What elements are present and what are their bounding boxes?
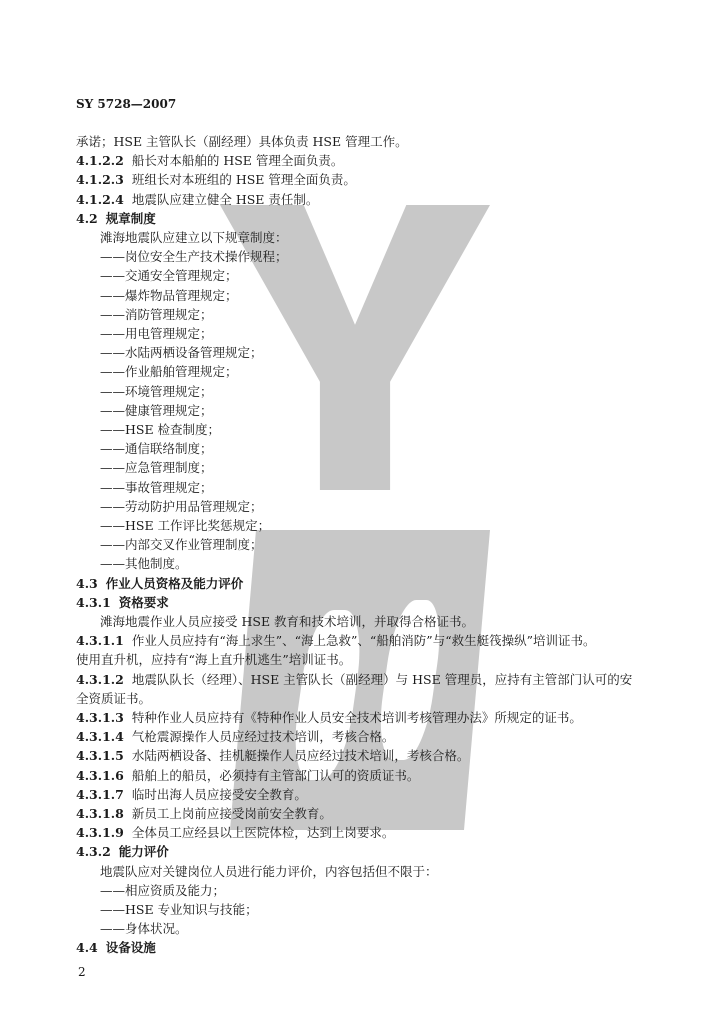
clause-text: 地震队应建立健全 HSE 责任制。 — [131, 191, 319, 207]
clause-text: 特种作业人员应持有《特种作业人员安全技术培训考核管理办法》所规定的证书。 — [131, 710, 582, 725]
text-line — [100, 498, 263, 516]
clause-text: ——水陆两栖设备管理规定； — [100, 345, 263, 361]
clause-number: 4.3.1.6 — [76, 767, 124, 783]
clause-text: ——其他制度。 — [100, 556, 188, 572]
clause-text: 地震队队长（经理）、HSE 主管队长（副经理）与 HSE 管理员，应持有主管部门认可的安 — [131, 671, 633, 687]
text-line — [100, 863, 438, 881]
text-line — [100, 517, 270, 535]
clause-text: 资格要求 — [118, 594, 169, 610]
clause-text: 船舶上的船员，必须持有主管部门认可的资质证书。 — [131, 767, 420, 783]
clause-text: ——消防管理规定； — [100, 306, 213, 322]
clause-number: 4.1.2.4 — [76, 191, 124, 207]
clause-text: 全资质证书。 — [76, 690, 152, 706]
clause-text: ——岗位安全生产技术操作规程； — [100, 249, 288, 265]
text-line — [100, 306, 213, 324]
clause-number: 4.2 — [76, 210, 98, 226]
clause-text: 规章制度 — [105, 210, 156, 226]
section-heading — [76, 594, 169, 612]
clause-text: ——交通安全管理规定； — [100, 268, 238, 284]
text-line — [100, 229, 288, 247]
text-line — [100, 421, 220, 439]
clause-number: 4.1.2.3 — [76, 172, 124, 188]
clause-text: ——爆炸物品管理规定； — [100, 287, 238, 303]
clause-text: ——身体状况。 — [100, 921, 188, 937]
text-line — [100, 383, 213, 401]
text-line — [100, 402, 213, 420]
text-line — [76, 133, 408, 151]
clause-text: ——作业船舶管理规定； — [100, 364, 238, 380]
text-line — [100, 536, 263, 554]
text-line — [100, 920, 188, 938]
clause-text: 气枪震源操作人员应经过技术培训，考核合格。 — [131, 729, 395, 745]
text-line — [100, 287, 238, 305]
text-line — [76, 171, 356, 189]
text-line — [76, 152, 343, 170]
text-line — [100, 267, 238, 285]
clause-number: 4.3.1.8 — [76, 806, 124, 821]
clause-number: 4.3 — [76, 575, 98, 591]
text-line — [76, 805, 332, 823]
text-line — [100, 440, 213, 458]
clause-text: 作业人员资格及能力评价 — [105, 575, 244, 591]
clause-text: ——应急管理制度； — [100, 460, 213, 476]
page-number: 2 — [78, 965, 86, 979]
clause-text: 班组长对本班组的 HSE 管理全面负责。 — [131, 172, 356, 188]
clause-text: 使用直升机，应持有“海上直升机逃生”培训证书。 — [76, 652, 352, 668]
clause-text: ——通信联络制度； — [100, 441, 213, 457]
text-line — [100, 459, 213, 477]
clause-text: ——HSE 检查制度； — [100, 422, 221, 437]
clause-text: 能力评价 — [118, 844, 169, 860]
text-line — [76, 191, 318, 209]
section-heading — [76, 939, 156, 957]
text-line — [76, 690, 151, 708]
document-code: SY 5728—2007 — [76, 97, 177, 111]
clause-text: 滩海地震作业人员应接受 HSE 教育和技术培训，并取得合格证书。 — [100, 614, 475, 629]
text-line — [100, 325, 213, 343]
section-heading — [76, 843, 169, 861]
clause-number: 4.3.1 — [76, 594, 111, 610]
clause-text: ——环境管理规定； — [100, 383, 213, 399]
text-line — [76, 767, 419, 785]
clause-text: 船长对本船舶的 HSE 管理全面负责。 — [131, 153, 344, 169]
clause-text: 承诺；HSE 主管队长（副经理）具体负责 HSE 管理工作。 — [76, 134, 408, 149]
clause-text: ——HSE 专业知识与技能； — [100, 902, 258, 917]
text-line — [76, 728, 394, 746]
text-line — [100, 882, 225, 900]
text-line — [100, 479, 213, 497]
text-line — [100, 344, 263, 362]
clause-number: 4.3.1.1 — [76, 633, 124, 649]
clause-text: 滩海地震队应建立以下规章制度： — [100, 230, 288, 245]
text-line — [76, 747, 469, 765]
clause-text: 全体员工应经县以上医院体检，达到上岗要求。 — [131, 825, 395, 841]
text-line — [100, 363, 238, 381]
section-heading — [76, 575, 243, 593]
clause-number: 4.3.1.7 — [76, 786, 124, 802]
text-line — [100, 555, 188, 573]
text-line — [76, 709, 582, 727]
clause-text: 设备设施 — [105, 940, 156, 956]
clause-number: 4.1.2.2 — [76, 153, 124, 169]
clause-number: 4.4 — [76, 940, 98, 956]
clause-text: ——劳动防护用品管理规定； — [100, 498, 263, 514]
text-line — [76, 651, 351, 669]
clause-text: 新员工上岗前应接受岗前安全教育。 — [131, 806, 332, 821]
clause-text: ——相应资质及能力； — [100, 882, 226, 898]
text-line — [100, 248, 288, 266]
clause-text: 临时出海人员应接受安全教育。 — [131, 786, 307, 802]
text-line — [76, 824, 394, 842]
section-heading — [76, 210, 156, 228]
clause-text: ——HSE 工作评比奖惩规定； — [100, 518, 271, 533]
text-line — [76, 632, 595, 650]
clause-text: 地震队应对关键岗位人员进行能力评价，内容包括但不限于： — [100, 863, 438, 879]
clause-number: 4.3.1.4 — [76, 729, 124, 745]
clause-text: ——内部交叉作业管理制度； — [100, 537, 263, 553]
text-line — [76, 671, 632, 689]
clause-text: ——用电管理规定； — [100, 326, 213, 341]
clause-text: 水陆两栖设备、挂机艇操作人员应经过技术培训，考核合格。 — [131, 748, 470, 764]
clause-number: 4.3.1.5 — [76, 748, 124, 764]
clause-number: 4.3.1.3 — [76, 710, 124, 725]
text-line — [100, 901, 258, 919]
text-line — [76, 786, 307, 804]
text-line — [100, 613, 474, 631]
clause-text: ——事故管理规定； — [100, 479, 213, 495]
clause-number: 4.3.2 — [76, 844, 111, 860]
clause-text: ——健康管理规定； — [100, 402, 213, 418]
clause-number: 4.3.1.9 — [76, 825, 124, 841]
clause-number: 4.3.1.2 — [76, 671, 124, 687]
clause-text: 作业人员应持有“海上求生”、“海上急救”、“船舶消防”与“救生艇筏操纵”培训证书。 — [131, 633, 596, 649]
